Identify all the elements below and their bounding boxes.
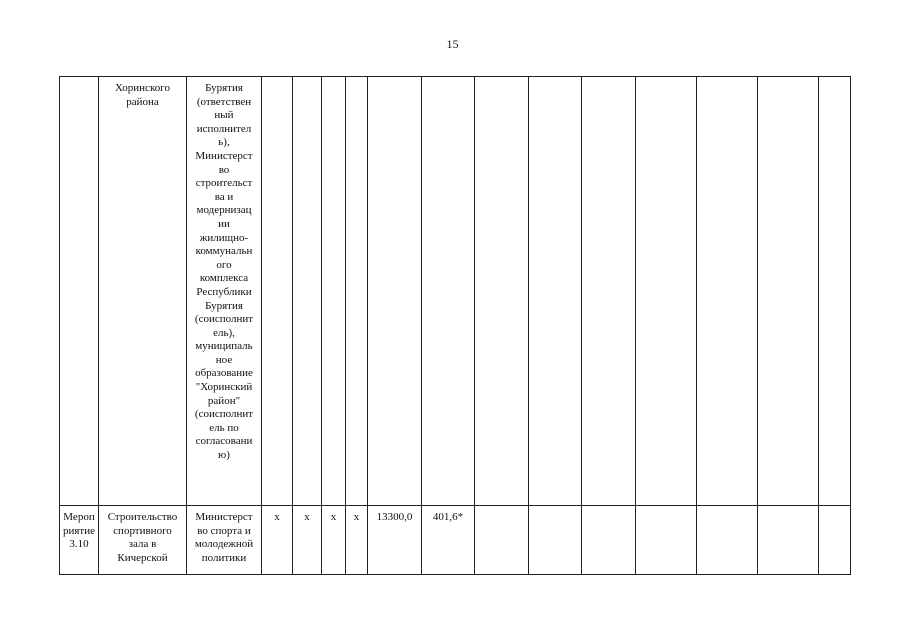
empty-cell — [697, 77, 758, 506]
text-line: район" — [207, 394, 241, 407]
text-line: исполнител — [196, 122, 252, 135]
value-text: х — [274, 511, 280, 523]
value-text — [422, 77, 474, 82]
executor-text — [187, 506, 261, 565]
value-text: 401,6* — [432, 511, 464, 523]
text-line: ь), — [218, 136, 230, 149]
value-text: х — [353, 511, 360, 523]
text-line: молодежной — [194, 538, 254, 551]
text-line: коммунальн — [195, 245, 253, 258]
text-line: Хоринского — [115, 82, 170, 94]
text-line: (соисполнит — [194, 313, 254, 326]
event-name — [99, 506, 186, 565]
value-cell — [262, 506, 293, 575]
empty-cell — [582, 77, 636, 506]
value-text — [322, 77, 345, 82]
value-text — [293, 77, 321, 82]
text-line: Мероп — [63, 511, 95, 523]
table-row — [60, 77, 851, 506]
executor-text — [187, 77, 261, 463]
event-name — [99, 77, 186, 109]
text-line: согласовани — [195, 435, 253, 448]
empty-cell — [697, 506, 758, 575]
text-line: (соисполнит — [194, 408, 254, 421]
text-line: "Хоринский — [195, 381, 253, 394]
value-text: 13300,0 — [376, 511, 413, 523]
value-cell — [422, 506, 475, 575]
text-line: ю) — [218, 449, 230, 462]
text-line: муниципаль — [195, 340, 253, 353]
value-cell — [346, 506, 368, 575]
value-text — [368, 77, 421, 82]
empty-cell — [529, 506, 582, 575]
text-line: образование — [195, 367, 253, 380]
value-text — [262, 77, 292, 82]
text-line: Министерст — [195, 511, 253, 523]
empty-cell — [475, 506, 529, 575]
text-line: политики — [201, 551, 247, 564]
executor-cell — [187, 506, 262, 575]
name-cell — [99, 77, 187, 506]
text-line: Республики — [196, 285, 252, 298]
value-cell — [293, 77, 322, 506]
page-number: 15 — [446, 37, 459, 51]
value-cell — [293, 506, 322, 575]
text-line: строительст — [195, 177, 253, 190]
text-line: Строительство — [107, 511, 178, 523]
text-line: риятие — [62, 524, 96, 537]
text-line: ого — [216, 258, 232, 271]
event-cell — [60, 77, 99, 506]
empty-cell — [819, 77, 851, 506]
value-cell — [262, 77, 293, 506]
text-line: ель), — [213, 326, 235, 339]
empty-cell — [529, 77, 582, 506]
table-row — [60, 506, 851, 575]
text-line: ель по — [209, 421, 239, 434]
text-line: (ответствен — [196, 95, 252, 108]
text-line: во — [218, 163, 230, 176]
value-cell — [322, 77, 346, 506]
value-cell — [368, 506, 422, 575]
value-cell — [422, 77, 475, 506]
value-text: х — [330, 511, 337, 523]
empty-cell — [819, 506, 851, 575]
text-line: модернизац — [196, 204, 252, 217]
value-text — [346, 77, 367, 82]
empty-cell — [475, 77, 529, 506]
text-line: района — [126, 95, 159, 108]
text-line: зала в — [128, 538, 157, 551]
text-line: во спорта и — [197, 524, 251, 537]
value-cell — [368, 77, 422, 506]
text-line: ный — [214, 109, 234, 122]
executor-cell — [187, 77, 262, 506]
name-cell — [99, 506, 187, 575]
event-label — [60, 77, 98, 82]
text-line: комплекса — [199, 272, 249, 285]
text-line: 3.10 — [69, 538, 89, 551]
value-cell — [346, 77, 368, 506]
value-text: х — [304, 511, 310, 523]
text-line: спортивного — [113, 524, 172, 537]
empty-cell — [636, 77, 697, 506]
text-line: Министерст — [195, 149, 253, 162]
empty-cell — [758, 506, 819, 575]
text-line: ии — [218, 217, 230, 230]
program-table — [59, 76, 851, 575]
text-line: Бурятия — [205, 82, 243, 94]
event-label — [60, 506, 98, 552]
text-line: ва и — [214, 190, 234, 203]
value-cell — [322, 506, 346, 575]
text-line: Кичерской — [117, 551, 168, 564]
empty-cell — [758, 77, 819, 506]
empty-cell — [636, 506, 697, 575]
text-line: ное — [215, 353, 233, 366]
text-line: жилищно- — [199, 231, 249, 244]
event-cell — [60, 506, 99, 575]
text-line: Бурятия — [205, 299, 243, 312]
empty-cell — [582, 506, 636, 575]
